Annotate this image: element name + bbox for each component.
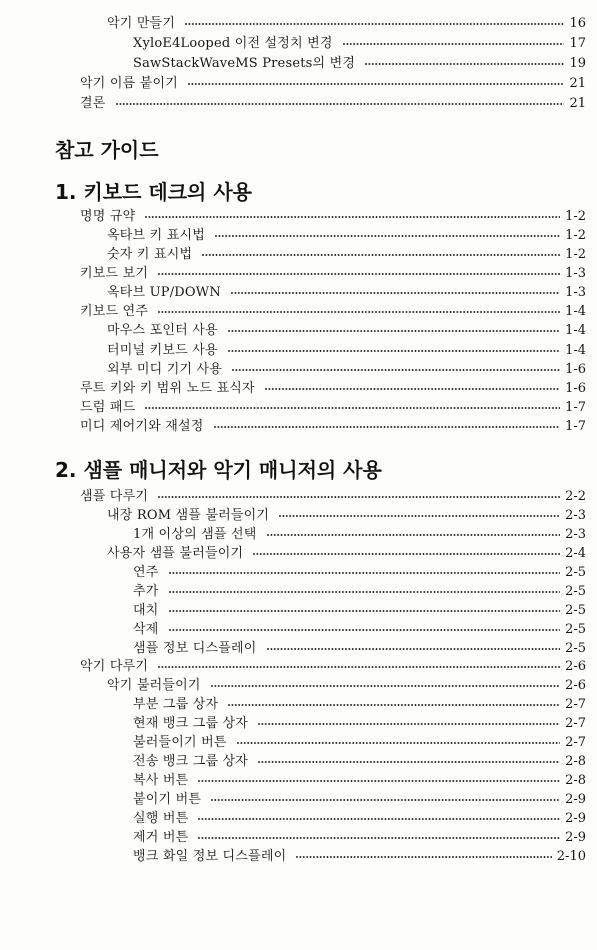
dot-leader xyxy=(158,273,560,275)
toc-entry xyxy=(80,752,586,771)
dot-leader xyxy=(267,648,561,650)
toc-entry-title: 삭제 xyxy=(133,621,159,637)
toc-entry-page: 1-4 xyxy=(565,304,586,320)
toc-entry-page: 2-3 xyxy=(565,526,586,542)
toc-entry xyxy=(80,847,586,866)
toc-entry-page: 2-9 xyxy=(565,792,586,807)
toc-entry xyxy=(80,809,586,828)
toc-entry-title: 드럼 패드 xyxy=(80,399,136,415)
toc-entry-page: 2-5 xyxy=(565,621,586,637)
dot-leader xyxy=(198,837,560,839)
dot-leader xyxy=(116,103,565,105)
dot-leader xyxy=(265,388,560,390)
toc-entry xyxy=(80,207,586,226)
toc-entry-title: 악기 만들기 xyxy=(107,16,176,31)
toc-entry xyxy=(80,790,586,809)
dot-leader xyxy=(145,407,560,409)
toc-entry-page: 2-4 xyxy=(565,545,586,561)
dot-leader xyxy=(158,496,560,498)
toc-entry-page: 1-3 xyxy=(565,266,586,282)
dot-leader xyxy=(158,311,560,313)
dot-leader xyxy=(169,629,561,631)
chapter-2 xyxy=(55,457,586,866)
reference-guide-heading: 참고 가이드 xyxy=(55,138,159,162)
dot-leader xyxy=(169,610,561,612)
toc-entry-page: 2-9 xyxy=(565,829,586,845)
toc-entry-title: 명명 규약 xyxy=(80,209,136,224)
toc-entry-page: 1-3 xyxy=(565,285,586,301)
toc-entry-page: 2-5 xyxy=(565,602,586,618)
dot-leader xyxy=(228,704,560,706)
toc-entry-title: 대치 xyxy=(133,602,159,618)
toc-entry-title: 숫자 키 표시법 xyxy=(107,247,193,263)
toc-entry-title: 옥타브 키 표시법 xyxy=(107,228,205,244)
toc-entry xyxy=(80,264,586,283)
toc-entry xyxy=(80,94,586,114)
toc-entry-title: 샘플 정보 디스플레이 xyxy=(133,640,257,656)
toc-entry xyxy=(80,639,586,658)
toc-entry-title: 사용자 샘플 불러들이기 xyxy=(107,545,244,561)
toc-entry-page: 2-5 xyxy=(565,640,586,656)
toc-entry-page: 1-2 xyxy=(565,228,586,244)
toc-entry xyxy=(80,341,586,360)
toc-entry xyxy=(80,398,586,417)
toc-entry-title: SawStackWaveMS Presets의 변경 xyxy=(133,56,356,71)
toc-entry xyxy=(80,283,586,302)
toc-entry-page: 1-7 xyxy=(565,418,586,434)
toc-entry xyxy=(80,544,586,563)
dot-leader xyxy=(198,780,560,782)
dot-leader xyxy=(185,23,564,25)
dot-leader xyxy=(215,235,560,237)
toc-entry xyxy=(80,601,586,620)
toc-entry-page: 21 xyxy=(569,76,586,91)
toc-entry xyxy=(80,360,586,379)
toc-entry-page: 2-9 xyxy=(565,810,586,826)
toc-entry-title: XyloE4Looped 이전 설정치 변경 xyxy=(133,36,333,51)
dot-leader xyxy=(343,43,565,45)
dot-leader xyxy=(214,426,561,428)
toc-entry-title: 연주 xyxy=(133,564,159,580)
dot-leader xyxy=(253,553,560,555)
toc-entry-title: 키보드 보기 xyxy=(80,266,149,282)
toc-entry xyxy=(80,620,586,639)
chapter-1 xyxy=(55,179,586,436)
toc-entry xyxy=(80,302,586,321)
dot-leader xyxy=(237,742,560,744)
dot-leader xyxy=(169,591,561,593)
chapter-entry-list xyxy=(80,487,586,866)
toc-entry-title: 뱅크 화일 정보 디스플레이 xyxy=(133,848,287,864)
dot-leader xyxy=(258,723,560,725)
toc-entry-page: 1-4 xyxy=(565,323,586,339)
dot-leader xyxy=(169,572,561,574)
dot-leader xyxy=(188,83,564,85)
dot-leader xyxy=(232,369,560,371)
toc-entry-page: 17 xyxy=(569,36,586,51)
toc-entry xyxy=(80,676,586,695)
toc-entry-page: 1-6 xyxy=(565,361,586,377)
chapter-title: 2. 샘플 매니저와 악기 매니저의 사용 xyxy=(55,458,382,482)
toc-entry xyxy=(80,245,586,264)
dot-leader xyxy=(211,685,560,687)
toc-entry-page: 16 xyxy=(569,16,586,31)
dot-leader xyxy=(258,761,560,763)
dot-leader xyxy=(198,818,560,820)
toc-entry-page: 1-2 xyxy=(565,209,586,224)
dot-leader xyxy=(202,254,560,256)
toc-entry-title: 내장 ROM 샘플 불러들이기 xyxy=(107,507,270,523)
toc-entry xyxy=(80,695,586,714)
toc-entry-title: 악기 불러들이기 xyxy=(107,678,201,694)
toc-entry xyxy=(80,828,586,847)
toc-entry-title: 샘플 다루기 xyxy=(80,489,149,504)
toc-entry-title: 키보드 연주 xyxy=(80,304,149,320)
toc-entry-title: 부분 그룹 상자 xyxy=(133,697,219,713)
toc-entry xyxy=(80,379,586,398)
toc-entry xyxy=(80,14,586,34)
toc-entry-page: 2-5 xyxy=(565,583,586,599)
dot-leader xyxy=(228,350,560,352)
toc-entry xyxy=(80,733,586,752)
toc-entry-title: 붙이기 버튼 xyxy=(133,792,202,807)
toc-entry-page: 2-2 xyxy=(565,489,586,504)
toc-entry-title: 전송 뱅크 그룹 상자 xyxy=(133,754,249,770)
dot-leader xyxy=(145,216,560,218)
toc-entry-title: 악기 다루기 xyxy=(80,659,149,675)
toc-entry-page: 2-6 xyxy=(565,678,586,694)
toc-entry-title: 불러들이기 버튼 xyxy=(133,735,227,751)
toc-entry xyxy=(80,54,586,74)
toc-continuation-list xyxy=(80,14,586,114)
toc-entry-title: 외부 미디 기기 사용 xyxy=(107,361,223,377)
toc-entry-page: 2-7 xyxy=(565,697,586,713)
toc-entry-title: 루트 키와 키 범위 노드 표식자 xyxy=(80,380,255,396)
toc-entry-title: 1개 이상의 샘플 선택 xyxy=(133,526,257,542)
toc-entry-page: 2-8 xyxy=(565,773,586,789)
toc-entry-page: 2-7 xyxy=(565,735,586,751)
toc-entry-title: 현재 뱅크 그룹 상자 xyxy=(133,716,249,732)
toc-entry-page: 2-5 xyxy=(565,564,586,580)
dot-leader xyxy=(279,515,560,517)
toc-entry xyxy=(80,34,586,54)
toc-entry-page: 2-6 xyxy=(565,659,586,675)
toc-entry xyxy=(80,321,586,340)
toc-entry-title: 옥타브 UP/DOWN xyxy=(107,285,221,301)
toc-entry-page: 2-3 xyxy=(565,507,586,523)
dot-leader xyxy=(231,292,560,294)
chapter-entry-list xyxy=(80,207,586,436)
toc-entry-title: 마우스 포인터 사용 xyxy=(107,323,218,339)
toc-entry-page: 19 xyxy=(569,56,586,71)
toc-entry xyxy=(80,506,586,525)
toc-entry xyxy=(80,226,586,245)
toc-entry-page: 1-2 xyxy=(565,247,586,263)
toc-entry xyxy=(80,582,586,601)
toc-entry-page: 2-8 xyxy=(565,754,586,770)
toc-entry xyxy=(80,417,586,436)
toc-entry xyxy=(80,525,586,544)
toc-entry-page: 1-7 xyxy=(565,399,586,415)
dot-leader xyxy=(211,799,560,801)
toc-entry-title: 터미널 키보드 사용 xyxy=(107,342,218,358)
toc-entry-page: 2-7 xyxy=(565,716,586,732)
toc-entry-title: 추가 xyxy=(133,583,159,599)
toc-entry xyxy=(80,657,586,676)
toc-entry-title: 악기 이름 붙이기 xyxy=(80,76,178,91)
toc-entry xyxy=(80,714,586,733)
toc-entry xyxy=(80,563,586,582)
chapter-title: 1. 키보드 데크의 사용 xyxy=(55,180,252,204)
toc-entry-title: 복사 버튼 xyxy=(133,773,189,789)
toc-entry-title: 결론 xyxy=(80,96,106,111)
toc-entry-page: 1-6 xyxy=(565,380,586,396)
toc-entry-title: 실행 버튼 xyxy=(133,810,189,826)
toc-entry-title: 제거 버튼 xyxy=(133,829,189,845)
toc-entry-page: 2-10 xyxy=(556,848,586,864)
dot-leader xyxy=(296,856,551,858)
dot-leader xyxy=(228,330,560,332)
toc-entry xyxy=(80,487,586,506)
toc-entry-page: 1-4 xyxy=(565,342,586,358)
toc-entry xyxy=(80,771,586,790)
dot-leader xyxy=(365,63,564,65)
toc-entry xyxy=(80,74,586,94)
toc-entry-title: 미디 제어기와 재설정 xyxy=(80,418,204,434)
dot-leader xyxy=(158,666,560,668)
toc-entry-page: 21 xyxy=(569,96,586,111)
dot-leader xyxy=(267,534,561,536)
